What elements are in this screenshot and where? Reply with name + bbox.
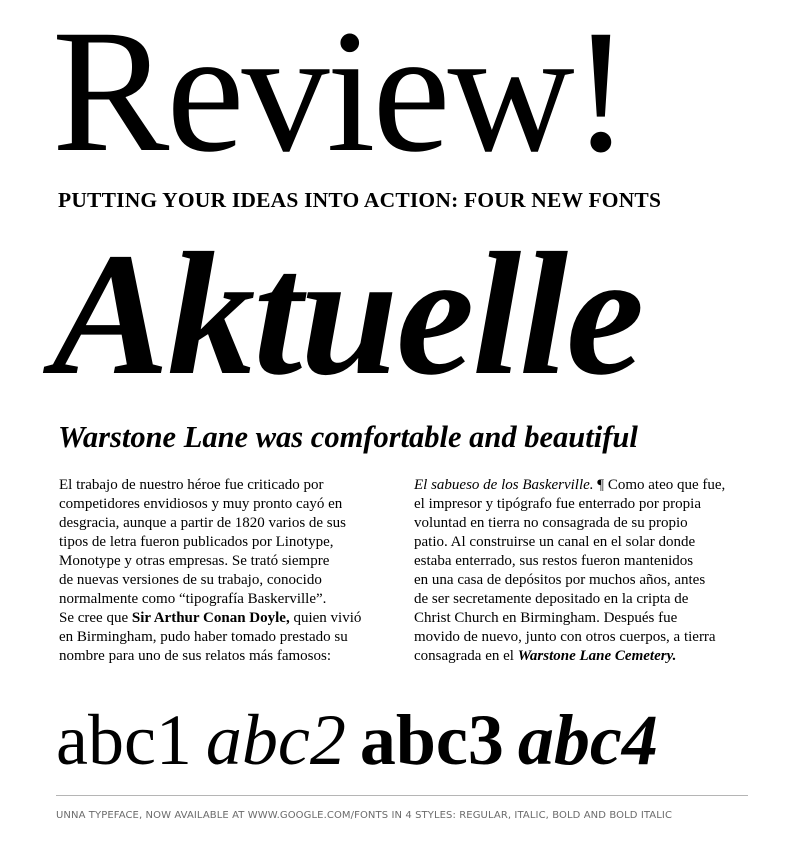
sample-bold-italic: abc4: [517, 700, 658, 780]
style-samples: [56, 690, 672, 790]
body-text: Se cree que: [59, 610, 132, 626]
display-word: Aktuelle: [52, 217, 643, 412]
body-line: en Birmingham, pudo haber tomado prestado su: [59, 629, 348, 645]
body-line: Monotype y otras empresas. Se trató siempre: [59, 553, 330, 569]
subheadline: PUTTING YOUR IDEAS INTO ACTION: FOUR NEW FONTS: [58, 188, 662, 212]
body-line: patio. Al construirse un canal en el solar donde: [414, 534, 696, 550]
body-line: [414, 476, 759, 495]
cemetery-name: Warstone Lane Cemetery.: [517, 648, 677, 664]
body-column-left: [59, 476, 404, 666]
body-line: voluntad en tierra no consagrada de su propio: [414, 515, 688, 531]
body-line: el impresor y tipógrafo fue enterrado por propia: [414, 496, 701, 512]
body-line: [414, 647, 759, 666]
author-name: Sir Arthur Conan Doyle,: [131, 610, 290, 626]
footer-divider: [56, 795, 748, 796]
book-title: El sabueso de los Baskerville.: [414, 477, 594, 493]
body-line: de nuevas versiones de su trabajo, conocido: [59, 572, 322, 588]
body-line: El trabajo de nuestro héroe fue criticado por: [59, 477, 324, 493]
tagline: Warstone Lane was comfortable and beautiful: [58, 420, 638, 454]
body-line: nombre para uno de sus relatos más famosos:: [59, 648, 332, 664]
body-column-right: [414, 476, 759, 666]
headline: Review!: [52, 0, 628, 189]
body-line: tipos de letra fueron publicados por Linotype,: [59, 534, 334, 550]
body-line: normalmente como “tipografía Baskerville”.: [59, 591, 327, 607]
body-line: en una casa de depósitos por muchos años, antes: [414, 572, 706, 588]
body-line: Christ Church en Birmingham. Después fue: [414, 610, 678, 626]
sample-bold: abc3: [359, 700, 504, 780]
body-line: [59, 609, 404, 628]
body-text: consagrada en el: [414, 648, 518, 664]
body-line: de ser secretamente depositado en la cripta de: [414, 591, 689, 607]
body-text: quien vivió: [289, 610, 362, 626]
footer-caption: UNNA TYPEFACE, NOW AVAILABLE AT WWW.GOOGLE.COM/FONTS IN 4 STYLES: REGULAR, ITALIC, BOLD AND BOLD ITALIC: [56, 810, 673, 821]
body-text: ¶ Como ateo que fue,: [593, 477, 726, 493]
body-line: desgracia, aunque a partir de 1820 varios de sus: [59, 515, 346, 531]
sample-italic: abc2: [205, 700, 346, 780]
body-line: estaba enterrado, sus restos fueron mantenidos: [414, 553, 694, 569]
sample-regular: abc1: [56, 700, 192, 780]
body-line: competidores envidiosos y muy pronto cayó en: [59, 496, 343, 512]
body-line: movido de nuevo, junto con otros cuerpos, a tierra: [414, 629, 716, 645]
